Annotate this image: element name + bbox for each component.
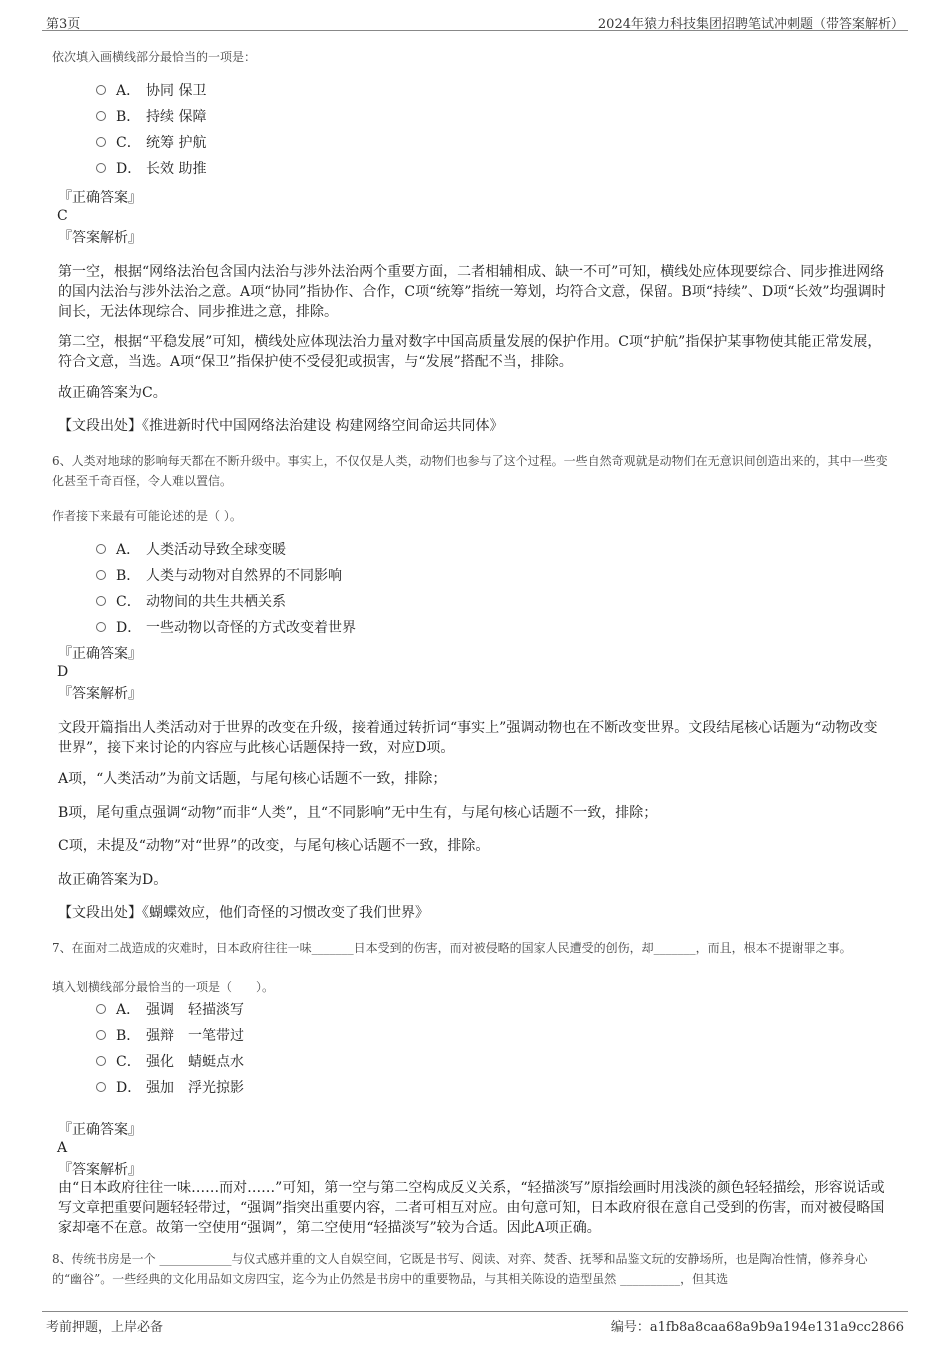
radio-icon[interactable] — [96, 544, 106, 554]
q6-option-a[interactable]: A． 人类活动导致全球变暖 — [96, 539, 286, 561]
q7-answer-label: 『正确答案』 — [58, 1122, 142, 1138]
q6-analysis-label: 『答案解析』 — [58, 686, 142, 702]
radio-icon[interactable] — [96, 85, 106, 95]
q7-prompt: 填入划横线部分最恰当的一项是（ ）。 — [52, 980, 275, 994]
footer-slogan: 考前押题，上岸必备 — [46, 1320, 164, 1335]
q7-option-d[interactable]: D． 强加 浮光掠影 — [96, 1077, 244, 1099]
q6-answer-label: 『正确答案』 — [58, 646, 142, 662]
document-code: 编号：a1fb8a8caa68a9b9a194e131a9cc2866 — [610, 1320, 904, 1335]
radio-icon[interactable] — [96, 163, 106, 173]
q7-analysis-para: 由“日本政府往往一味……而对……”可知，第一空与第二空构成反义关系，“轻描淡写”原指绘画时用浅淡的颜色轻轻描绘，形容说话或写文章把重要问题轻轻带过，“强调”指突出重要内容，二者可相互对应。由句意可知，日本政府很在意自己受到的伤害，而对被侵略国家却毫不在意。故第一空使用“强调”，第二空使用“轻描淡写”较为合适。因此A项正确。 — [58, 1180, 885, 1236]
radio-icon[interactable] — [96, 570, 106, 580]
q6-option-d[interactable]: D． 一些动物以奇怪的方式改变着世界 — [96, 617, 356, 639]
q8-stem: 8、传统书房是一个 ____________与仪式感并重的文人自娱空间，它既是书写、阅读、对弈、焚香、抚琴和品鉴文玩的安静场所，也是陶冶性情，修养身心的“幽谷”。一些经典的文化用品如文房四宝，迄今为止仍然是书房中的重要物品，与其相关陈设的造型虽然 __________，但其选 — [52, 1252, 868, 1286]
q5-answer-label: 『正确答案』 — [58, 190, 142, 206]
q6-stem: 6、人类对地球的影响每天都在不断升级中。事实上，不仅仅是人类，动物们也参与了这个过程。一些自然奇观就是动物们在无意识间创造出来的，其中一些变化甚至千奇百怪，令人难以置信。 — [52, 454, 888, 488]
q7-analysis-label: 『答案解析』 — [58, 1162, 142, 1178]
q6-analysis-para-4: C项，未提及“动物”对“世界”的改变，与尾句核心话题不一致，排除。 — [58, 838, 490, 854]
q6-analysis-para-2: A项，“人类活动”为前文话题，与尾句核心话题不一致，排除； — [58, 771, 447, 787]
page-header — [42, 10, 908, 31]
radio-icon[interactable] — [96, 1030, 106, 1040]
q6-option-c[interactable]: C． 动物间的共生共栖关系 — [96, 591, 286, 613]
q6-analysis-para-1: 文段开篇指出人类活动对于世界的改变在升级，接着通过转折词“事实上”强调动物也在不断改变世界。文段结尾核心话题为“动物改变世界”，接下来讨论的内容应与此核心话题保持一致，对应D项。 — [58, 720, 878, 756]
q7-option-b[interactable]: B． 强辩 一笔带过 — [96, 1025, 244, 1047]
q5-analysis-para-2: 第二空，根据“平稳发展”可知，横线处应体现法治力量对数字中国高质量发展的保护作用。C项“护航”指保护某事物使其能正常发展，符合文意，当选。A项“保卫”指保护使不受侵犯或损害，与“发展”搭配不当，排除。 — [58, 334, 882, 370]
q5-answer: C — [57, 208, 68, 224]
q7-option-c[interactable]: C． 强化 蜻蜓点水 — [96, 1051, 244, 1073]
radio-icon[interactable] — [96, 111, 106, 121]
q5-analysis-para-1: 第一空，根据“网络法治包含国内法治与涉外法治两个重要方面，二者相辅相成、缺一不可”可知，横线处应体现要综合、同步推进网络的国内法治与涉外法治之意。A项“协同”指协作、合作，C项“统筹”指统一筹划，均符合文意，保留。B项“持续”、D项“长效”均强调时间长，无法体现综合、同步推进之意，排除。 — [58, 264, 886, 320]
q6-prompt: 作者接下来最有可能论述的是（ ）。 — [52, 509, 242, 523]
q5-conclusion: 故正确答案为C。 — [58, 385, 167, 401]
q7-stem: 7、在面对二战造成的灾难时，日本政府往往一味_______日本受到的伤害，而对被侵略的国家人民遭受的创伤，却_______，而且，根本不提谢罪之事。 — [52, 941, 852, 955]
page-number: 第3页 — [46, 17, 81, 32]
q5-option-c[interactable]: C． 统筹 护航 — [96, 132, 206, 154]
document-title: 2024年猿力科技集团招聘笔试冲刺题（带答案解析） — [597, 17, 904, 32]
radio-icon[interactable] — [96, 1056, 106, 1066]
q5-prompt: 依次填入画横线部分最恰当的一项是： — [52, 50, 257, 64]
q7-answer: A — [57, 1140, 68, 1156]
radio-icon[interactable] — [96, 1082, 106, 1092]
q6-answer: D — [57, 664, 69, 680]
q5-option-d[interactable]: D． 长效 助推 — [96, 158, 206, 180]
q6-source: 【文段出处】《蝴蝶效应，他们奇怪的习惯改变了我们世界》 — [58, 905, 429, 921]
radio-icon[interactable] — [96, 596, 106, 606]
radio-icon[interactable] — [96, 622, 106, 632]
q5-source: 【文段出处】《推进新时代中国网络法治建设 构建网络空间命运共同体》 — [58, 418, 504, 434]
q7-option-a[interactable]: A． 强调 轻描淡写 — [96, 999, 244, 1021]
q5-option-b[interactable]: B． 持续 保障 — [96, 106, 206, 128]
q6-analysis-para-3: B项，尾句重点强调“动物”而非“人类”，且“不同影响”无中生有，与尾句核心话题不一致，排除； — [58, 805, 658, 821]
radio-icon[interactable] — [96, 137, 106, 147]
q5-option-a[interactable]: A． 协同 保卫 — [96, 80, 206, 102]
q6-option-b[interactable]: B． 人类与动物对自然界的不同影响 — [96, 565, 342, 587]
page-footer — [42, 1311, 908, 1334]
q6-conclusion: 故正确答案为D。 — [58, 872, 168, 888]
q5-analysis-label: 『答案解析』 — [58, 230, 142, 246]
radio-icon[interactable] — [96, 1004, 106, 1014]
